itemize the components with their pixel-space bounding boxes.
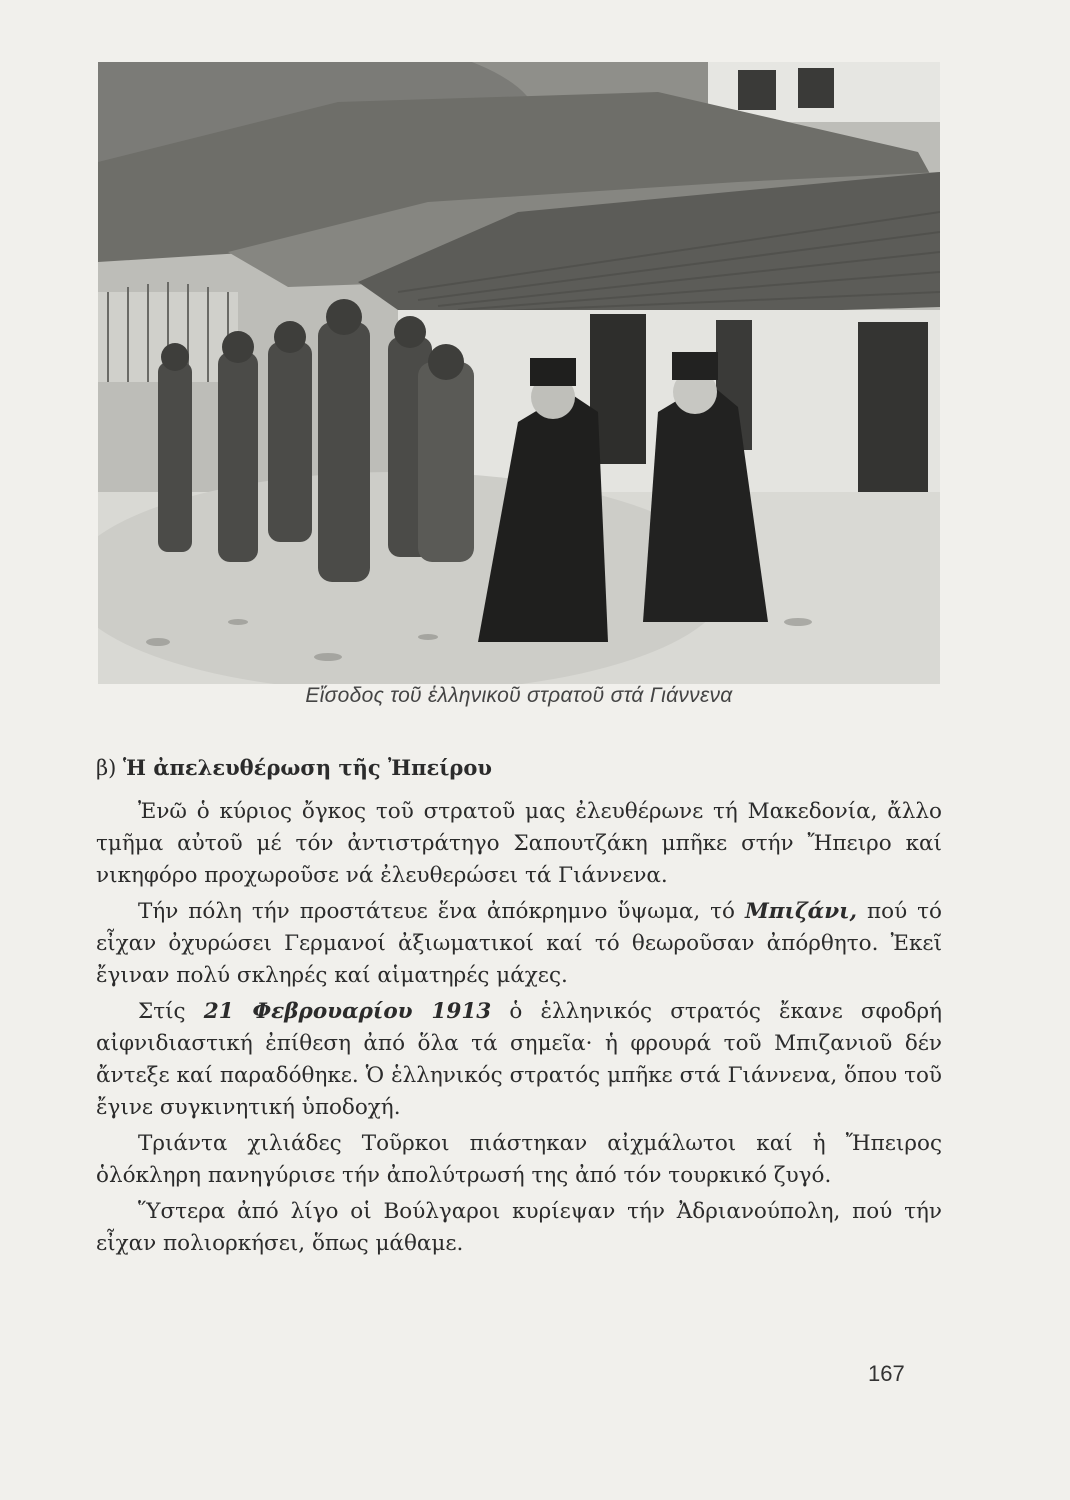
paragraph-4: Τριάντα χιλιάδες Τοῦρκοι πιάστηκαν αἰχμάλωτοι καί ἡ Ἤπειρος ὁλόκληρη πανηγύρισε τήν ἀπολύτρωσή της ἀπό τόν τουρκικό ζυγό. bbox=[96, 1131, 942, 1188]
paragraph-2 bbox=[96, 896, 942, 992]
paragraph-2-start: Τήν πόλη τήν προστάτευε ἕνα ἀπόκρημνο ὕψωμα, τό bbox=[138, 899, 745, 924]
historical-photo bbox=[98, 62, 940, 684]
section-marker: β) bbox=[96, 756, 117, 780]
paragraph-2-emphasis: Μπιζάνι, bbox=[745, 899, 858, 924]
page-number: 167 bbox=[868, 1361, 905, 1386]
paragraph-5: Ὕστερα ἀπό λίγο οἱ Βούλγαροι κυρίεψαν τήν Ἀδριανούπολη, πού τήν εἶχαν πολιορκήσει, ὅπως μάθαμε. bbox=[96, 1199, 942, 1256]
paragraph-3-emphasis: 21 Φεβρουαρίου 1913 bbox=[203, 999, 492, 1024]
photo-illustration bbox=[98, 62, 940, 684]
section-heading bbox=[96, 752, 942, 784]
photo-caption: Εἴσοδος τοῦ ἑλληνικοῦ στρατοῦ στά Γιάννενα bbox=[305, 684, 733, 707]
section-title: Ἡ ἀπελευθέρωση τῆς Ἠπείρου bbox=[123, 755, 492, 780]
paragraph-3-start: Στίς bbox=[138, 999, 204, 1024]
paragraph-3 bbox=[96, 996, 942, 1124]
paragraph-2-end: πού τό εἶχαν ὀχυρώσει Γερμανοί ἀξιωματικοί καί τό θεωροῦσαν ἀπόρθητο. Ἐκεῖ ἔγιναν πολύ σκληρές καί αἱματηρές μάχες. bbox=[96, 899, 942, 988]
paragraph-3-end: ὁ ἑλληνικός στρατός ἔκανε σφοδρή αἰφνιδιαστική ἐπίθεση ἀπό ὅλα τά σημεῖα· ἡ φρουρά τοῦ Μπιζανιοῦ δέν ἄντεξε καί παραδόθηκε. Ὁ ἑλληνικός στρατός μπῆκε στά Γιάννενα, ὅπου τοῦ ἔγινε συγκινητική ὑποδοχή. bbox=[96, 999, 943, 1120]
paragraph-1: Ἐνῶ ὁ κύριος ὄγκος τοῦ στρατοῦ μας ἐλευθέρωνε τή Μακεδονία, ἄλλο τμῆμα αὐτοῦ μέ τόν ἀντιστράτηγο Σαπουτζάκη μπῆκε στήν Ἤπειρο καί νικηφόρο προχωροῦσε νά ἐλευθερώσει τά Γιάννενα. bbox=[96, 799, 942, 888]
article-body bbox=[96, 752, 942, 1264]
